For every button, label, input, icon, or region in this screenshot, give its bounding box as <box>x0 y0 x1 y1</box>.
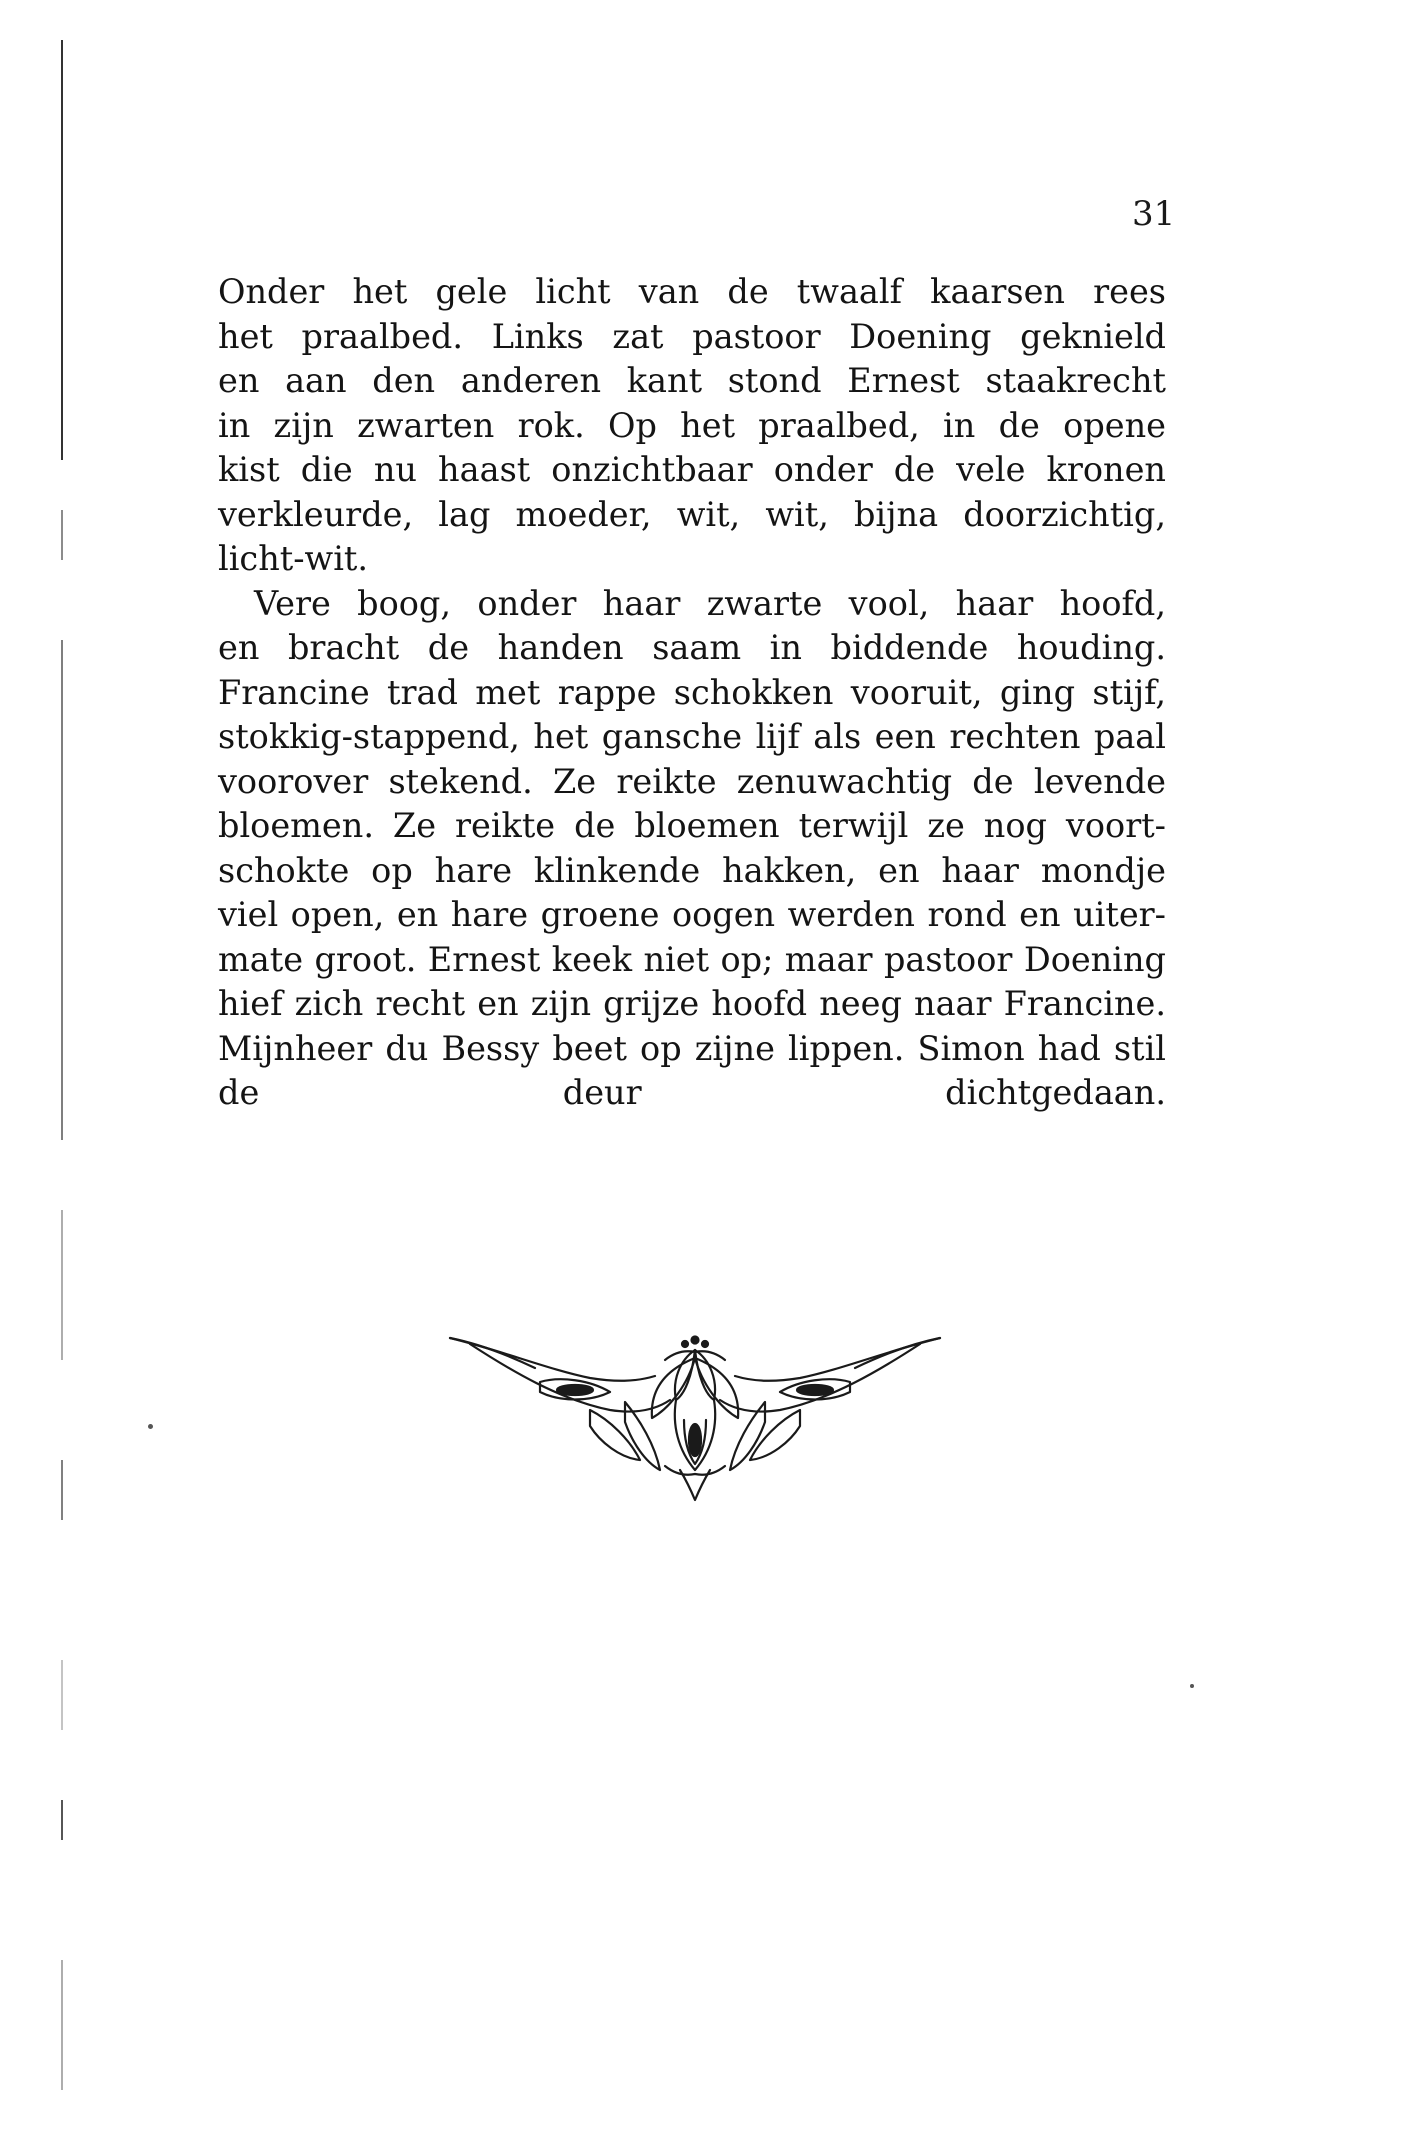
text-line: verkleurde, lag moeder, wit, wit, bijna doorzichtig, <box>218 494 1166 534</box>
text-line: Mijnheer du Bessy beet op zijne lippen. Simon had stil <box>218 1028 1166 1068</box>
text-line: het praalbed. Links zat pastoor Doening geknield <box>218 316 1166 356</box>
text-line <box>218 1116 1166 1161</box>
text-line: stokkig-stappend, het gansche lijf als een rechten paal <box>218 717 1166 756</box>
binding-edge-mark <box>60 40 64 2100</box>
text-line: voorover stekend. Ze reikte zenuwachtig de levende <box>218 761 1166 801</box>
text-line: Francine trad met rappe schokken vooruit, ging stijf, <box>218 672 1166 712</box>
text-line: Vere boog, onder haar zwarte vool, haar hoofd, <box>254 583 1166 623</box>
text-line: de deur dichtgedaan. <box>218 1073 1166 1112</box>
text-line: mate groot. Ernest keek niet op; maar pastoor Doening <box>218 939 1166 979</box>
text-line: en bracht de handen saam in biddende houding. <box>218 628 1166 667</box>
text-line: in zijn zwarten rok. Op het praalbed, in de opene <box>218 405 1166 445</box>
print-speck <box>148 1424 153 1429</box>
text-line: viel open, en hare groene oogen werden rond en uiter- <box>218 895 1166 934</box>
text-line: schokte op hare klinkende hakken, en haar mondje <box>218 850 1166 890</box>
text-line: en aan den anderen kant stond Ernest staakrecht <box>218 361 1166 400</box>
page-number: 31 <box>1132 194 1176 234</box>
text-line: bloemen. Ze reikte de bloemen terwijl ze nog voort- <box>218 806 1166 845</box>
text-line: hief zich recht en zijn grijze hoofd neeg naar Francine. <box>218 984 1166 1023</box>
body-text <box>218 270 1166 1160</box>
paragraph-1 <box>218 270 1166 582</box>
text-line: Onder het gele licht van de twaalf kaarsen rees <box>218 272 1166 311</box>
paragraph-2 <box>218 582 1166 1161</box>
print-speck <box>1190 1684 1194 1688</box>
floral-tailpiece-ornament-icon <box>440 1330 950 1510</box>
text-line: licht-wit. <box>218 539 369 578</box>
text-line: kist die nu haast onzichtbaar onder de vele kronen <box>218 450 1166 489</box>
